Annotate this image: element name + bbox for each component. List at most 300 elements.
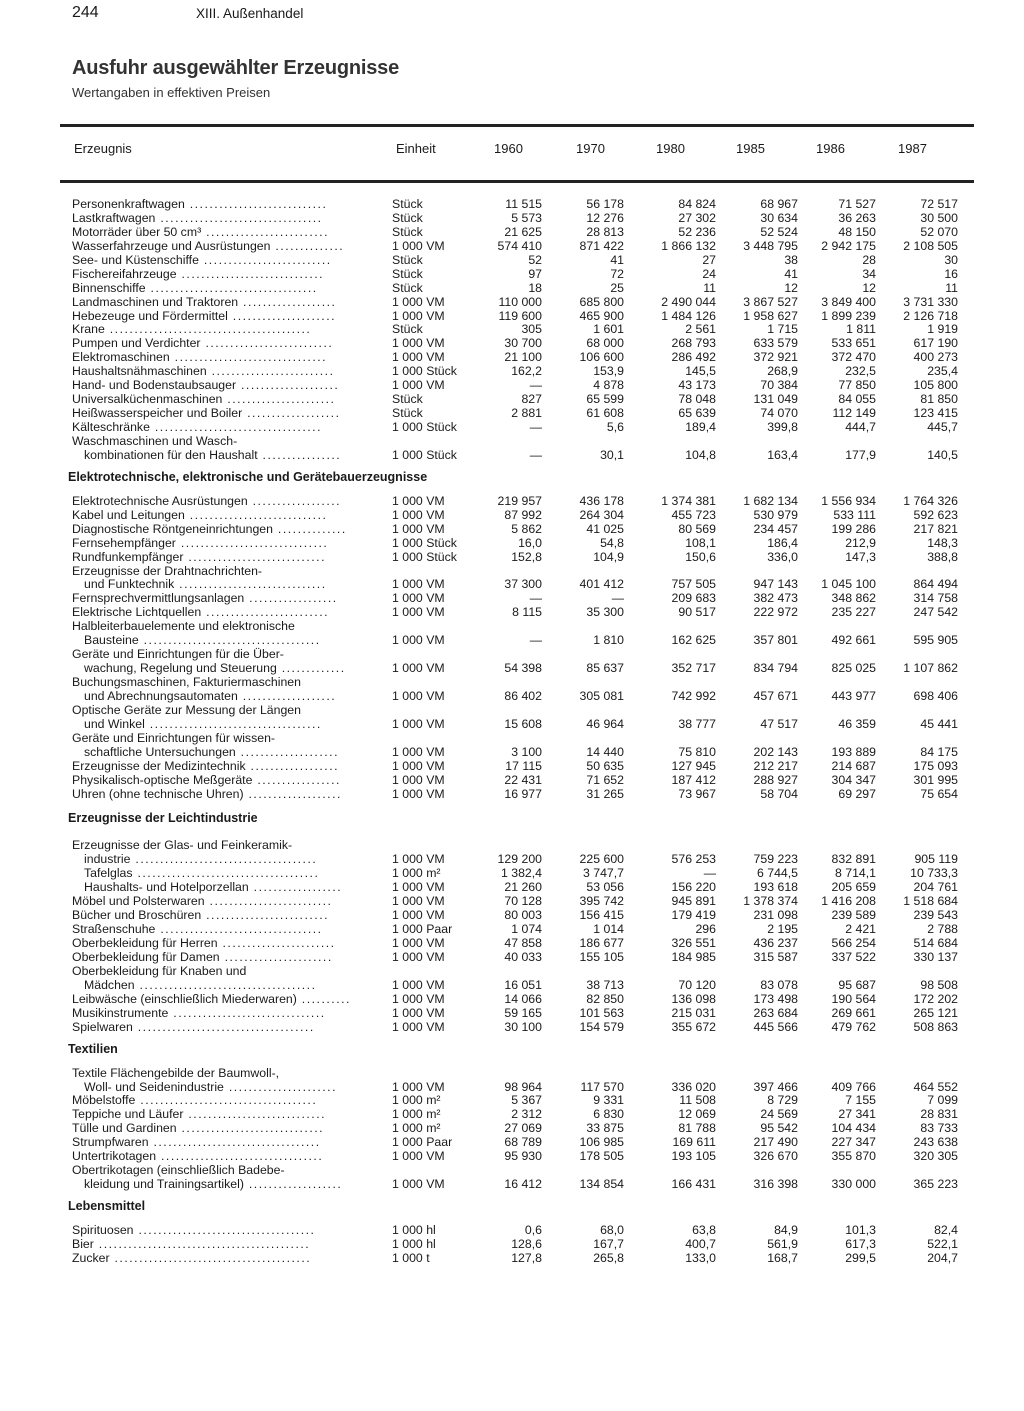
table-row [0,1094,1024,1108]
row-label-text: Erzeugnisse der Drahtnachrichten- [72,563,263,578]
row-value: — [529,420,542,434]
table-row [0,1122,1024,1136]
row-value: 189,4 [685,420,716,434]
row-value: 145,5 [685,364,716,379]
row-value: 58 704 [760,786,798,801]
row-label [84,746,339,760]
row-unit: 1 000 Stück [392,420,457,434]
row-value: 633 579 [753,336,798,351]
row-value: 533 111 [833,507,876,522]
row-value: 173 498 [753,991,798,1006]
row-label [72,788,342,802]
row-value: 1 899 239 [821,308,876,323]
row-value: 7 099 [927,1093,958,1108]
row-value: 177,9 [845,447,876,462]
row-value: 27 069 [504,1121,542,1136]
row-value: 86 402 [504,688,542,703]
dot-leader: ............................. [176,266,325,281]
row-unit: 1 000 VM [392,336,445,351]
table-top-rule [60,124,974,127]
table-row [0,351,1024,365]
row-value: 2 881 [511,406,542,421]
column-header-unit: Einheit [396,141,436,156]
row-value: 108,1 [685,535,716,550]
dot-leader: ......................... [206,364,335,379]
row-value: 299,5 [845,1250,876,1265]
row-value: 31 265 [586,786,624,801]
dot-leader: ................... [242,406,341,421]
row-value: 59 165 [504,1005,542,1020]
dot-leader: ................. [252,772,341,787]
row-value: 337 522 [831,949,876,964]
row-unit: 1 000 VM [392,378,445,393]
row-unit: Stück [392,280,423,295]
row-label [72,1067,279,1081]
row-value: 148,3 [927,535,958,550]
row-value: 871 422 [579,238,624,253]
row-value: 70 120 [678,977,716,992]
row-label-text: Kälteschränke [72,420,150,434]
row-value: 1 958 627 [743,308,798,323]
table-row [0,881,1024,895]
column-header-1960: 1960 [494,141,523,156]
row-value: 698 406 [913,688,958,703]
row-value: 30 [944,252,958,267]
row-value: 61 608 [586,406,624,421]
row-value: 131 049 [753,392,798,407]
table-row [0,393,1024,407]
row-label-text: Geräte und Einrichtungen für die Über- [72,647,284,662]
row-value: 11 [945,280,958,295]
row-value: 38 777 [678,716,716,731]
row-value: 136 098 [671,991,716,1006]
row-unit: 1 000 Stück [392,549,457,564]
dot-leader: .................................. [148,1135,321,1150]
row-value: 9 331 [593,1093,624,1108]
row-value: 465 900 [579,308,624,323]
row-value: 395 742 [579,894,624,909]
row-value: 399,8 [767,420,798,434]
row-value: 27 302 [678,210,716,225]
row-unit: 1 000 VM [392,493,445,508]
row-value: 444,7 [845,420,876,434]
table-row [0,839,1024,853]
row-value: 105 800 [913,378,958,393]
row-value: 16 051 [504,977,542,992]
table-row [0,634,1024,648]
row-unit: 1 000 VM [392,661,445,676]
row-value: 21 100 [504,350,542,365]
row-label [84,449,341,463]
row-value: 101 563 [579,1005,624,1020]
row-unit: 1 000 Stück [392,447,457,462]
row-value: 162 625 [671,633,716,648]
row-value: 315 587 [753,949,798,964]
row-value: 1 045 100 [821,577,876,592]
row-unit: 1 000 Paar [392,1135,453,1150]
dot-leader: ......................... [201,605,330,620]
row-value: 388,8 [927,549,958,564]
row-value: 21 625 [504,224,542,239]
row-value: 52 [528,252,542,267]
row-label-text: Obertrikotagen (einschließlich Badebe- [72,1163,285,1178]
row-value: 186,4 [767,535,798,550]
row-value: 617,3 [845,1236,876,1251]
row-value: 186 677 [579,936,624,950]
row-value: 37 300 [504,577,542,592]
row-label-text: Wasserfahrzeuge und Ausrüstungen [72,238,271,253]
table-row [0,226,1024,240]
row-label [72,1007,326,1021]
row-value: 2 942 175 [821,238,876,253]
row-value: 243 638 [913,1135,958,1150]
row-value: 296 [695,922,716,937]
dot-leader: .................................... [138,633,321,648]
row-label [84,1178,342,1192]
row-value: 53 056 [586,880,624,895]
table-header-rule [60,180,974,183]
dot-leader: ...................... [223,1079,337,1094]
dot-leader: ..................................... [132,866,320,881]
row-value: 945 891 [671,894,716,909]
row-value: 759 223 [753,852,798,867]
row-label [84,690,336,704]
row-label-text: Bier [72,1236,94,1251]
row-label [72,212,323,226]
row-value: 193 889 [831,744,876,759]
row-value: 247 542 [913,605,958,620]
row-label-text: Uhren (ohne technische Uhren) [72,786,244,801]
row-unit: Stück [392,266,423,281]
row-label [84,718,322,732]
row-value: 305 081 [579,688,624,703]
dot-leader: .................... [235,744,340,759]
row-value: — [611,591,624,606]
row-value: 112 149 [832,406,876,421]
row-value: 154 579 [579,1019,624,1034]
row-value: 265 121 [913,1005,958,1020]
row-label-text: Elektromaschinen [72,350,170,365]
dot-leader: ................... [238,294,337,309]
row-unit: 1 000 VM [392,605,445,620]
table-row [0,449,1024,463]
row-label [72,965,246,979]
row-value: 2 195 [767,922,798,937]
row-label-text: industrie [84,852,131,867]
dot-leader: ..................... [227,308,337,323]
table-row [0,760,1024,774]
row-unit: 1 000 VM [392,577,445,592]
row-value: 268,9 [767,364,798,379]
dot-leader: .................... [236,378,340,393]
row-value: 87 992 [504,507,542,522]
row-unit: 1 000 VM [392,350,445,365]
row-value: 82,4 [934,1223,958,1237]
row-unit: 1 000 hl [392,1236,436,1251]
table-row [0,923,1024,937]
row-value: 35 300 [586,605,624,620]
row-value: 27 [702,252,716,267]
row-unit: 1 000 VM [392,880,445,895]
row-value: 190 564 [831,991,876,1006]
row-value: 301 995 [913,772,958,787]
row-value: 1 682 134 [743,493,798,508]
row-label [84,867,319,881]
row-value: 156 220 [671,880,716,895]
row-label-text: Spirituosen [72,1223,134,1237]
dot-leader: .......................... [198,252,332,267]
row-unit: 1 000 VM [392,977,445,992]
row-value: 80 569 [678,521,716,536]
row-value: 336 020 [671,1079,716,1094]
row-value: 110 000 [498,294,542,309]
row-value: 123 415 [913,406,958,421]
row-label [72,565,262,579]
row-label [72,393,335,407]
table-row [0,732,1024,746]
row-label [72,296,336,310]
dot-leader: ................ [257,447,342,462]
row-label [72,365,335,379]
row-value: 90 517 [678,605,716,620]
row-value: 757 505 [671,577,716,592]
row-value: 38 713 [586,977,624,992]
dot-leader: .............. [270,238,345,253]
row-value: 947 143 [753,577,798,592]
dot-leader: ...................... [219,949,333,964]
row-value: 168,7 [767,1250,798,1265]
row-value: 514 684 [913,936,958,950]
table-row [0,421,1024,435]
dot-leader: .................................. [145,280,318,295]
section-heading [0,1199,1024,1213]
row-unit: Stück [392,224,423,239]
row-label-text: Oberbekleidung für Damen [72,949,220,964]
dot-leader: .................................... [135,1093,318,1108]
row-label-text: Zucker [72,1250,110,1265]
row-value: 231 098 [753,908,798,923]
section-heading [0,1042,1024,1056]
row-value: 409 766 [831,1079,876,1094]
table-row [0,746,1024,760]
dot-leader: ......................... [201,224,330,239]
row-value: 2 421 [845,922,876,937]
row-value: 12 069 [678,1107,716,1122]
row-value: 69 297 [838,786,876,801]
row-value: 3 867 527 [743,294,798,309]
row-value: 84,9 [774,1223,798,1237]
row-value: 52 070 [920,224,958,239]
row-value: 864 494 [913,577,958,592]
dot-leader: ................................. [156,1149,324,1164]
row-unit: 1 000 m² [392,1107,441,1122]
row-value: 16 412 [504,1177,542,1192]
row-value: 2 561 [685,322,716,337]
row-value: 222 972 [753,605,798,620]
row-unit: 1 000 m² [392,1093,441,1108]
row-label-text: Tafelglas [84,866,133,881]
row-value: 8 115 [512,605,542,620]
row-value: 2 490 044 [661,294,716,309]
row-value: 355 672 [671,1019,716,1034]
row-value: 16 [944,266,958,281]
row-value: 21 260 [504,880,542,895]
dot-leader: ................................. [155,922,323,937]
row-label-text: Heißwasserspeicher und Boiler [72,406,243,421]
row-label [72,523,347,537]
table-row [0,1081,1024,1095]
dot-leader: ................... [237,688,337,703]
row-value: 129 200 [497,852,542,867]
row-value: 1 764 326 [903,493,958,508]
table-body [0,198,1024,1266]
row-value: 264 304 [579,507,624,522]
table-row [0,268,1024,282]
row-value: 85 637 [586,661,624,676]
dot-leader: .................................... [134,977,317,992]
row-value: 265,8 [593,1250,624,1265]
row-unit: 1 000 Stück [392,535,457,550]
dot-leader: ......................... [201,908,330,923]
row-value: 205 659 [831,880,876,895]
row-value: 1 810 [593,633,624,648]
row-value: 2 126 718 [903,308,958,323]
row-label [72,993,351,1007]
dot-leader: .............................. [175,535,329,550]
row-label [72,774,341,788]
row-label-text: Oberbekleidung für Herren [72,936,218,950]
table-row [0,310,1024,324]
row-value: 119 600 [498,308,542,323]
row-label-text: und Winkel [84,716,145,731]
row-value: 25 [610,280,624,295]
column-header-1985: 1985 [736,141,765,156]
row-value: 22 431 [504,772,542,787]
table-row [0,537,1024,551]
row-label [72,648,284,662]
row-value: 16,0 [518,535,542,550]
row-value: 269 661 [831,1005,876,1020]
row-label-text: Hebezeuge und Fördermittel [72,308,228,323]
dot-leader: ................................. [155,210,323,225]
row-value: 1 416 208 [821,894,876,909]
row-value: 2 788 [927,922,958,937]
row-value: 326 670 [753,1149,798,1164]
row-value: 11 515 [505,197,542,211]
section-gap [0,801,1024,811]
row-unit: 1 000 VM [392,949,445,964]
row-unit: 1 000 VM [392,908,445,923]
row-value: 219 957 [497,493,542,508]
table-row [0,1067,1024,1081]
dot-leader: ...................... [222,392,336,407]
row-unit: 1 000 VM [392,936,445,950]
dot-leader: .................. [248,880,343,895]
table-row [0,979,1024,993]
row-label [72,1136,321,1150]
row-value: 832 891 [831,852,876,867]
row-label-text: Waschmaschinen und Wasch- [72,433,238,448]
row-value: 239 589 [831,908,876,923]
row-value: 52 524 [760,224,798,239]
row-value: 336,0 [767,549,798,564]
row-value: 150,6 [685,549,716,564]
row-unit: 1 000 VM [392,894,445,909]
dot-leader: ............................ [184,507,328,522]
row-label [72,895,332,909]
row-label-text: Hand- und Bodenstaubsauger [72,378,237,393]
row-value: 48 150 [838,224,876,239]
table-row [0,592,1024,606]
row-value: 95 687 [838,977,876,992]
row-value: 443 977 [831,688,876,703]
row-value: 12 [862,280,876,295]
row-label-text: Spielwaren [72,1019,133,1034]
section-heading-text: Textilien [68,1041,118,1056]
row-value: 10 733,3 [910,866,958,881]
row-label [72,198,327,212]
row-value: 179 419 [671,908,716,923]
row-label-text: See- und Küstenschiffe [72,252,199,267]
table-row [0,212,1024,226]
row-label [72,537,328,551]
row-value: 355 870 [831,1149,876,1164]
table-row [0,1108,1024,1122]
column-header-1986: 1986 [816,141,845,156]
row-label [72,606,329,620]
row-value: 263 684 [753,1005,798,1020]
row-label-text: Textile Flächengebilde der Baumwoll-, [72,1065,280,1080]
row-label-text: Landmaschinen und Traktoren [72,294,239,309]
row-value: 574 410 [497,238,542,253]
row-value: 98 964 [504,1079,542,1094]
row-value: 72 517 [920,197,958,211]
row-value: 522,1 [927,1236,958,1251]
row-value: 372 921 [753,350,798,365]
row-unit: Stück [392,197,423,211]
row-value: 101,3 [845,1223,876,1237]
row-value: 1 374 381 [661,493,716,508]
row-value: 235,4 [927,364,958,379]
row-unit: 1 000 VM [392,294,445,309]
row-label [72,1150,323,1164]
dot-leader: .................................... [133,1223,316,1237]
row-label-text: Bücher und Broschüren [72,908,202,923]
row-value: 12 [784,280,798,295]
row-value: 133,0 [685,1250,716,1265]
row-label [72,226,329,240]
dot-leader: ................... [243,786,342,801]
row-unit: 1 000 VM [392,591,445,606]
row-value: 5 367 [511,1093,542,1108]
row-value: 268 793 [671,336,716,351]
dot-leader: ............................ [184,197,328,211]
row-value: 742 992 [671,688,716,703]
row-value: 326 551 [671,936,716,950]
row-value: 34 [862,266,876,281]
row-label [72,268,324,282]
row-label [72,421,322,435]
row-label [84,634,321,648]
row-value: 18 [528,280,542,295]
row-unit: 1 000 VM [392,633,445,648]
row-value: 6 744,5 [756,866,798,881]
table-row [0,951,1024,965]
table-row [0,282,1024,296]
dot-leader: .............................. [174,577,327,592]
row-value: 305 [521,322,542,337]
row-label-text: Geräte und Einrichtungen für wissen- [72,730,276,745]
